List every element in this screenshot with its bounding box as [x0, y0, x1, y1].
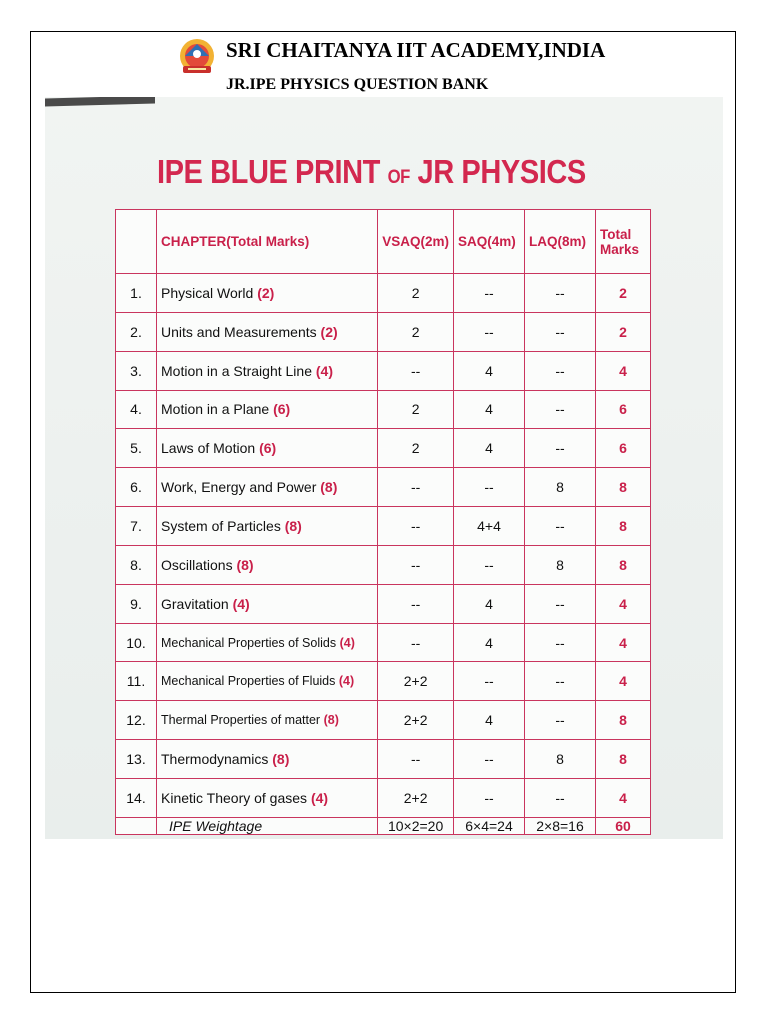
total-cell: 4: [596, 584, 651, 623]
saq-cell: 4: [454, 584, 525, 623]
laq-cell: --: [525, 390, 596, 429]
row-number: 4.: [116, 390, 157, 429]
weightage-vsaq: 10×2=20: [378, 818, 454, 835]
table-row: [116, 701, 651, 740]
chapter-marks: (6): [273, 401, 291, 418]
laq-cell: 8: [525, 740, 596, 779]
blueprint-photo: [45, 97, 723, 839]
chapter-marks: (8): [323, 713, 339, 728]
chapter-marks: (2): [257, 284, 275, 301]
chapter-marks: (8): [236, 556, 254, 573]
chapter-cell: [157, 701, 378, 740]
vsaq-cell: 2: [378, 429, 454, 468]
total-cell: 4: [596, 778, 651, 817]
table-row: [116, 778, 651, 817]
table-row: [116, 584, 651, 623]
chapter-cell: [157, 390, 378, 429]
weightage-total: 60: [596, 818, 651, 835]
table-row: [116, 507, 651, 546]
total-cell: 8: [596, 507, 651, 546]
laq-cell: --: [525, 778, 596, 817]
chapter-name: Work, Energy and Power: [161, 479, 317, 496]
row-number: 12.: [116, 701, 157, 740]
total-cell: 4: [596, 623, 651, 662]
laq-cell: 8: [525, 545, 596, 584]
table-row: [116, 429, 651, 468]
weightage-number: [116, 818, 157, 835]
laq-cell: --: [525, 623, 596, 662]
total-cell: 4: [596, 351, 651, 390]
vsaq-cell: 2+2: [378, 662, 454, 701]
saq-cell: --: [454, 274, 525, 313]
vsaq-cell: --: [378, 468, 454, 507]
laq-cell: --: [525, 584, 596, 623]
total-cell: 6: [596, 390, 651, 429]
total-cell: 8: [596, 545, 651, 584]
laq-cell: 8: [525, 468, 596, 507]
chapter-name: Physical World: [161, 284, 254, 301]
table-row: [116, 390, 651, 429]
vsaq-cell: --: [378, 507, 454, 546]
chapter-name: Motion in a Straight Line: [161, 362, 312, 379]
header-number: [116, 210, 157, 274]
chapter-marks: (4): [315, 362, 333, 379]
table-row: [116, 740, 651, 779]
saq-cell: 4: [454, 429, 525, 468]
row-number: 5.: [116, 429, 157, 468]
chapter-name: Units and Measurements: [161, 323, 317, 340]
chapter-marks: (2): [320, 323, 338, 340]
row-number: 13.: [116, 740, 157, 779]
header-total: Total Marks: [596, 210, 651, 274]
chapter-cell: [157, 662, 378, 701]
table-row: [116, 468, 651, 507]
total-cell: 8: [596, 701, 651, 740]
row-number: 11.: [116, 662, 157, 701]
chapter-marks: (8): [320, 479, 338, 496]
laq-cell: --: [525, 662, 596, 701]
laq-cell: --: [525, 429, 596, 468]
laq-cell: --: [525, 701, 596, 740]
row-number: 7.: [116, 507, 157, 546]
row-number: 3.: [116, 351, 157, 390]
chapter-cell: [157, 274, 378, 313]
chapter-marks: (8): [272, 751, 290, 768]
academy-title: SRI CHAITANYA IIT ACADEMY,INDIA: [226, 38, 606, 62]
weightage-label: IPE Weightage: [157, 818, 378, 835]
chapter-cell: [157, 545, 378, 584]
table-row: [116, 623, 651, 662]
chapter-name: Thermodynamics: [161, 751, 269, 768]
saq-cell: --: [454, 778, 525, 817]
vsaq-cell: --: [378, 545, 454, 584]
laq-cell: --: [525, 274, 596, 313]
laq-cell: --: [525, 351, 596, 390]
total-cell: 8: [596, 468, 651, 507]
blueprint-table: [115, 209, 651, 835]
chapter-cell: [157, 623, 378, 662]
row-number: 9.: [116, 584, 157, 623]
chapter-cell: [157, 312, 378, 351]
academy-logo-icon: [176, 36, 218, 78]
total-cell: 2: [596, 312, 651, 351]
table-row: [116, 662, 651, 701]
laq-cell: --: [525, 312, 596, 351]
chapter-name: Mechanical Properties of Fluids: [161, 674, 336, 689]
chapter-marks: (6): [259, 440, 277, 457]
chapter-name: System of Particles: [161, 517, 281, 534]
row-number: 1.: [116, 274, 157, 313]
header-saq: SAQ(4m): [454, 210, 525, 274]
chapter-name: Motion in a Plane: [161, 401, 270, 418]
vsaq-cell: --: [378, 740, 454, 779]
table-row: [116, 545, 651, 584]
table-row: [116, 351, 651, 390]
vsaq-cell: 2: [378, 390, 454, 429]
laq-cell: --: [525, 507, 596, 546]
row-number: 14.: [116, 778, 157, 817]
total-cell: 6: [596, 429, 651, 468]
total-cell: 2: [596, 274, 651, 313]
row-number: 8.: [116, 545, 157, 584]
saq-cell: --: [454, 545, 525, 584]
chapter-name: Thermal Properties of matter: [161, 713, 321, 728]
chapter-name: Oscillations: [161, 556, 233, 573]
saq-cell: 4: [454, 623, 525, 662]
saq-cell: 4: [454, 351, 525, 390]
total-cell: 8: [596, 740, 651, 779]
chapter-name: Gravitation: [161, 595, 229, 612]
total-cell: 4: [596, 662, 651, 701]
vsaq-cell: 2: [378, 312, 454, 351]
chapter-marks: (4): [338, 674, 355, 689]
saq-cell: --: [454, 468, 525, 507]
chapter-marks: (4): [232, 595, 250, 612]
saq-cell: 4+4: [454, 507, 525, 546]
vsaq-cell: --: [378, 351, 454, 390]
table-row: [116, 312, 651, 351]
chapter-name: Laws of Motion: [161, 440, 256, 457]
saq-cell: --: [454, 662, 525, 701]
row-number: 6.: [116, 468, 157, 507]
chapter-cell: [157, 507, 378, 546]
vsaq-cell: --: [378, 623, 454, 662]
chapter-cell: [157, 740, 378, 779]
chapter-cell: [157, 778, 378, 817]
saq-cell: 4: [454, 701, 525, 740]
weightage-laq: 2×8=16: [525, 818, 596, 835]
chapter-name: Kinetic Theory of gases: [161, 789, 308, 806]
chapter-cell: [157, 468, 378, 507]
vsaq-cell: --: [378, 584, 454, 623]
vsaq-cell: 2+2: [378, 701, 454, 740]
photo-edge-shadow: [45, 97, 155, 106]
table-header-row: [116, 210, 651, 274]
chapter-name: Mechanical Properties of Solids: [161, 635, 337, 650]
chapter-marks: (4): [339, 635, 355, 650]
vsaq-cell: 2+2: [378, 778, 454, 817]
saq-cell: 4: [454, 390, 525, 429]
header-laq: LAQ(8m): [525, 210, 596, 274]
header-vsaq: VSAQ(2m): [378, 210, 454, 274]
chapter-marks: (8): [284, 517, 302, 534]
row-number: 2.: [116, 312, 157, 351]
row-number: 10.: [116, 623, 157, 662]
table-row: [116, 274, 651, 313]
blueprint-title: IPE BLUE PRINT OF JR PHYSICS: [157, 153, 586, 190]
saq-cell: --: [454, 312, 525, 351]
chapter-cell: [157, 584, 378, 623]
vsaq-cell: 2: [378, 274, 454, 313]
weightage-saq: 6×4=24: [454, 818, 525, 835]
question-bank-subtitle: JR.IPE PHYSICS QUESTION BANK: [226, 76, 489, 93]
chapter-marks: (4): [310, 789, 329, 806]
weightage-row: [116, 818, 651, 835]
header-chapter: CHAPTER(Total Marks): [157, 210, 378, 274]
chapter-cell: [157, 351, 378, 390]
chapter-cell: [157, 429, 378, 468]
saq-cell: --: [454, 740, 525, 779]
